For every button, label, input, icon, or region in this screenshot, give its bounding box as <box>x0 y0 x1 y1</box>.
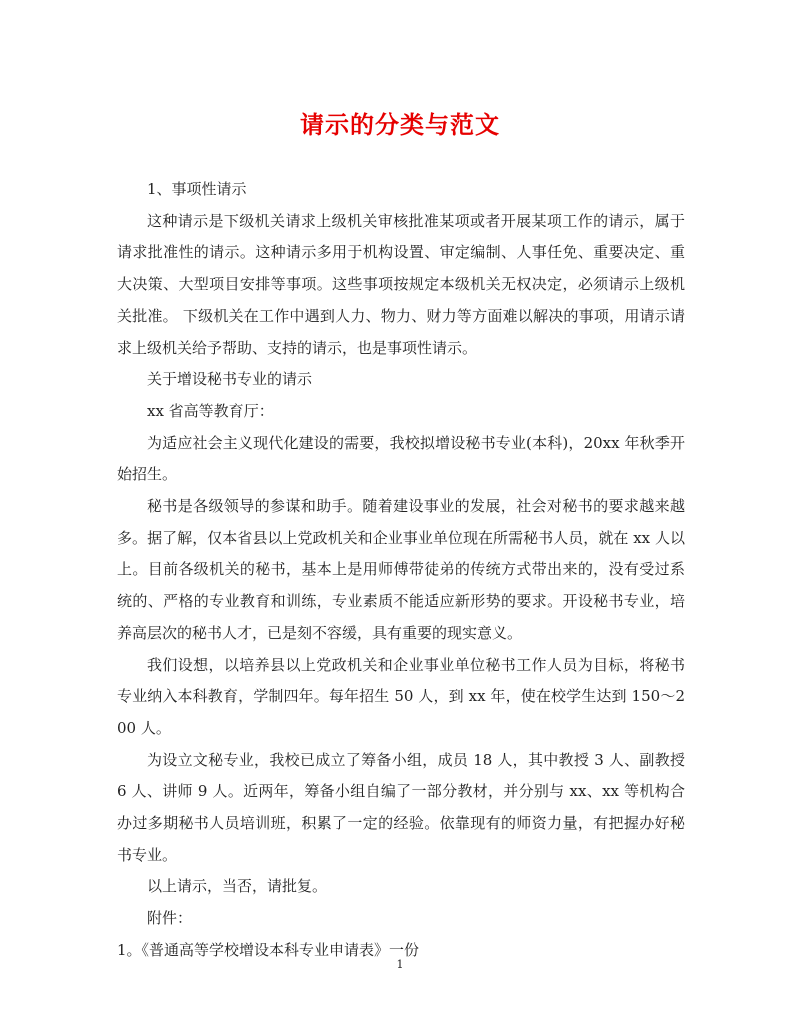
body-paragraph: 为设立文秘专业，我校已成立了筹备小组，成员 18 人，其中教授 3 人、副教授 6 人、讲师 9 人。近两年，筹备小组自编了一部分教材，并分别与 xx、xx 等机构合办过多期秘书人员培训班，积累了一定的经验。依靠现有的师资力量，有把握办好秘书专业。 <box>117 750 685 864</box>
body-paragraph: 为适应社会主义现代化建设的需要，我校拟增设秘书专业(本科)，20xx 年秋季开始招生。 <box>117 433 685 484</box>
document-body <box>117 174 685 967</box>
recipient-line: xx 省高等教育厅： <box>147 401 274 420</box>
body-paragraph: 我们设想，以培养县以上党政机关和企业事业单位秘书工作人员为目标，将秘书专业纳入本科教育，学制四年。每年招生 50 人，到 xx 年，使在校学生达到 150～200 人。 <box>117 655 685 737</box>
body-paragraph: 这种请示是下级机关请求上级机关审核批准某项或者开展某项工作的请示，属于请求批准性的请示。这种请示多用于机构设置、审定编制、人事任免、重要决定、重大决策、大型项目安排等事项。这些事项按规定本级机关无权决定，必须请示上级机关批准。 下级机关在工作中遇到人力、物力、财力等方面难以解决的事项，用请示请求上级机关给予帮助、支持的请示，也是事项性请示。 <box>117 211 685 357</box>
closing-line: 以上请示，当否，请批复。 <box>147 877 328 896</box>
body-paragraph: 秘书是各级领导的参谋和助手。随着建设事业的发展，社会对秘书的要求越来越多。据了解，仅本省县以上党政机关和企业事业单位现在所需秘书人员，就在 xx 人以上。目前各级机关的秘书，基本上是用师傅带徒弟的传统方式带出来的，没有受过系统的、严格的专业教育和训练，专业素质不能适应新形势的要求。开设秘书专业，培养高层次的秘书人才，已是刻不容缓，具有重要的现实意义。 <box>117 497 685 642</box>
section-heading: 1、事项性请示 <box>147 180 247 198</box>
attachment-item: 1。《普通高等学校增设本科专业申请表》一份 <box>117 940 420 959</box>
example-heading: 关于增设秘书专业的请示 <box>147 370 313 389</box>
document-title: 请示的分类与范文 <box>300 110 500 139</box>
page-number: 1 <box>396 958 404 971</box>
attachment-label: 附件： <box>147 909 193 928</box>
